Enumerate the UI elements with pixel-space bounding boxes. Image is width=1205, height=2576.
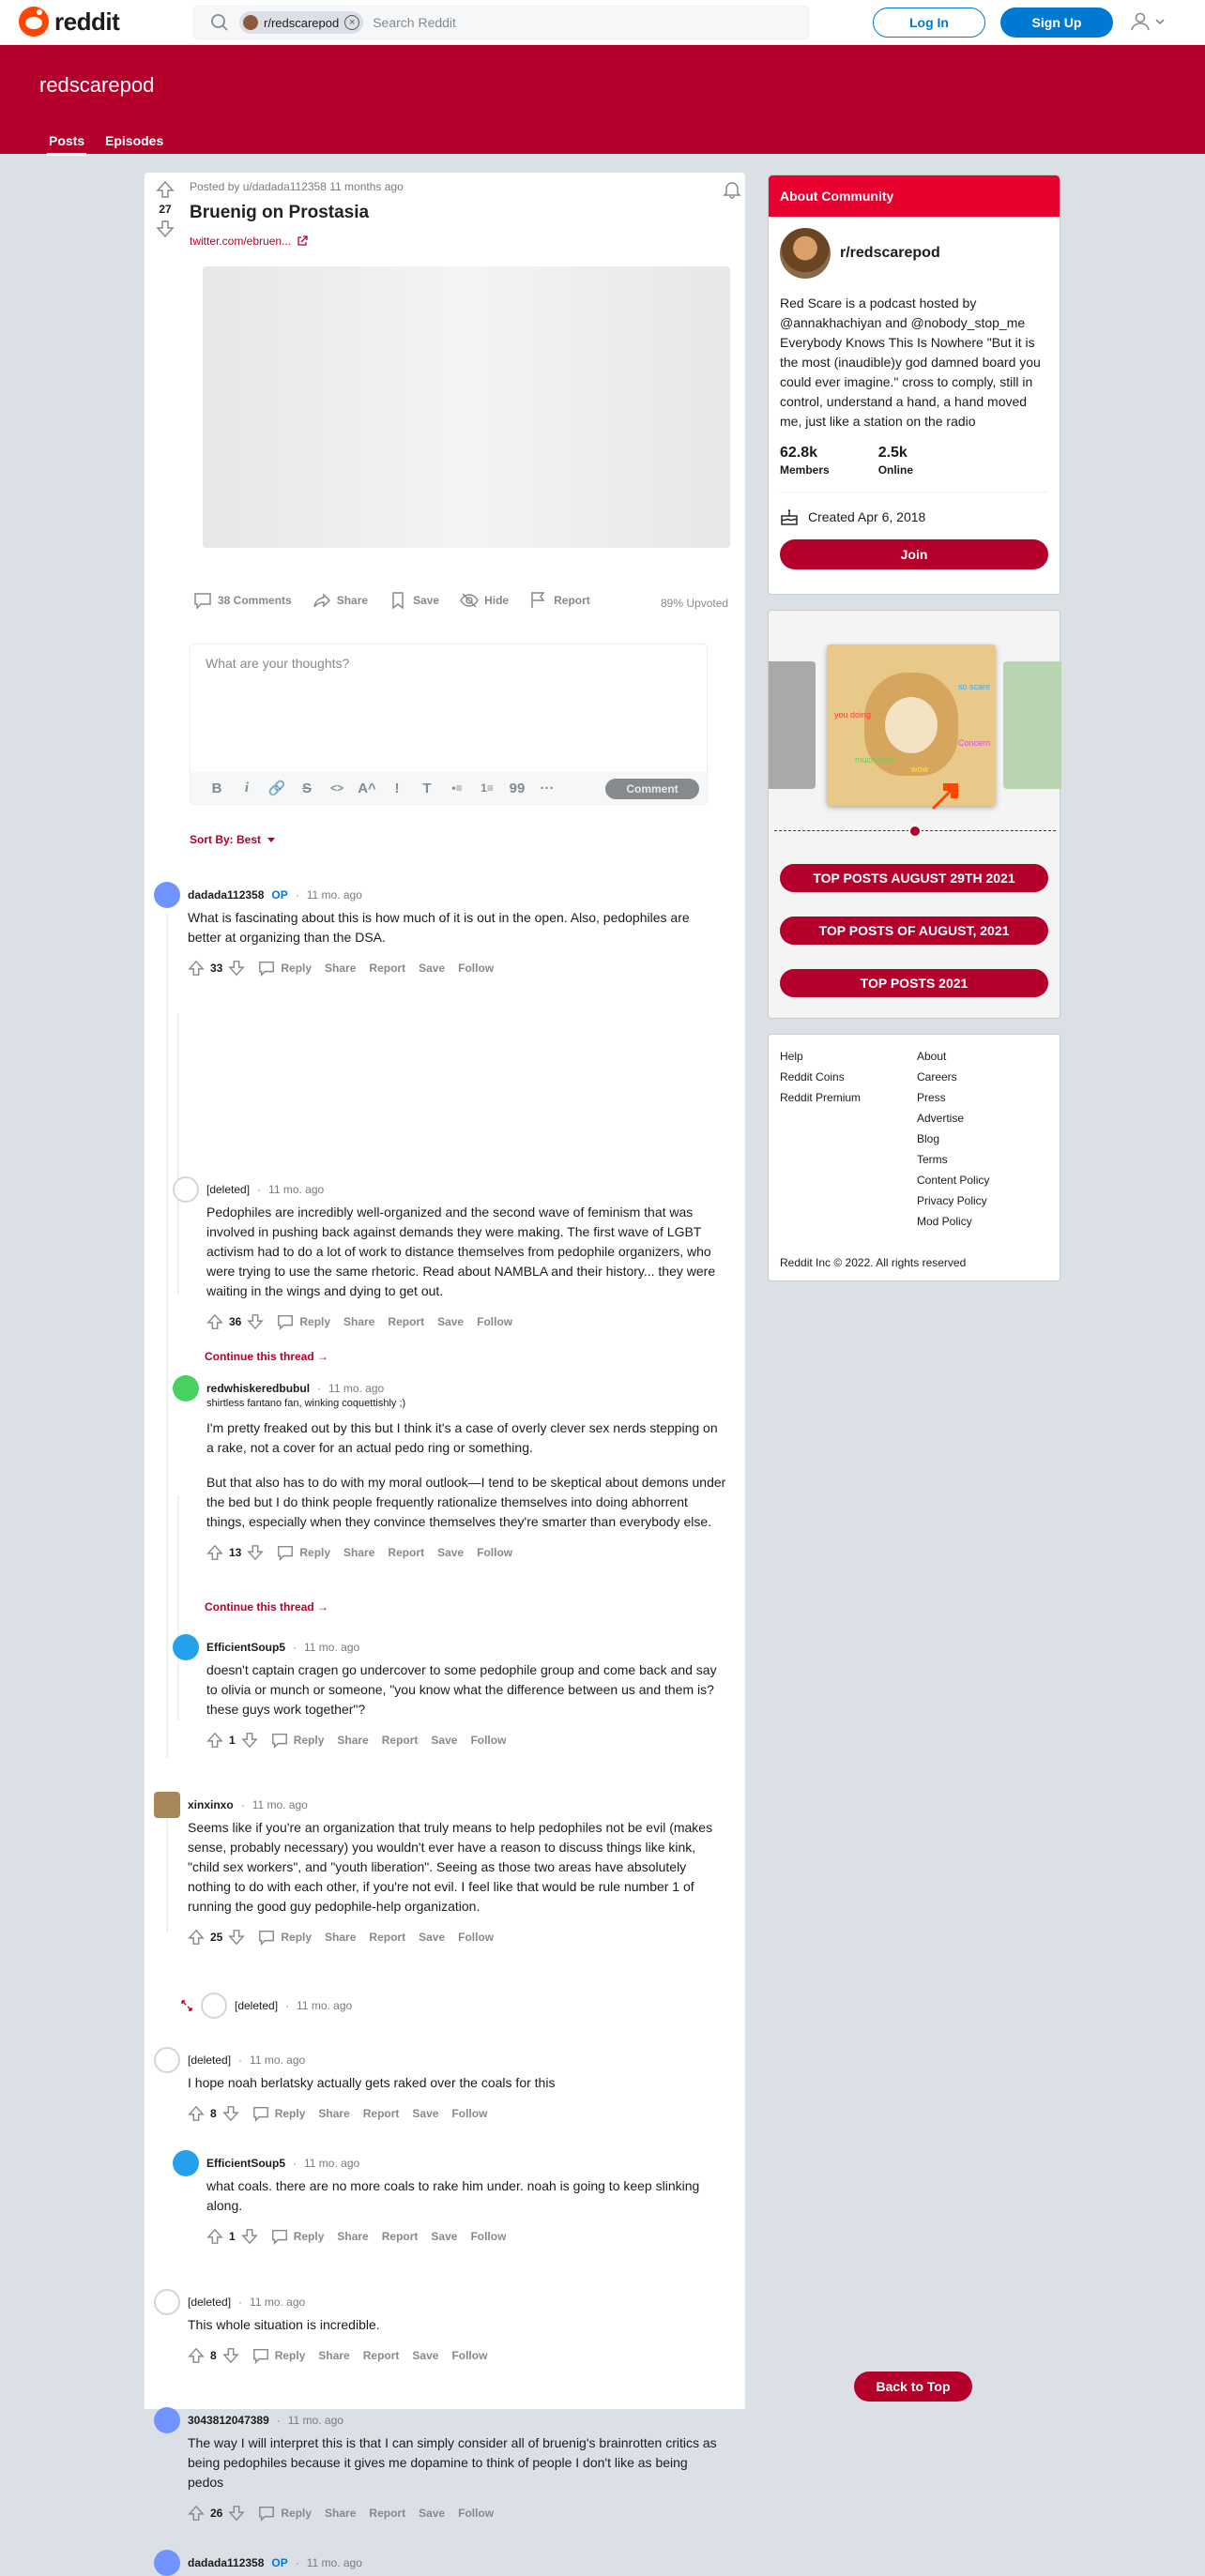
- follow-button[interactable]: Follow: [470, 1734, 507, 1747]
- carousel-image-doge[interactable]: [827, 644, 996, 806]
- members-stat: [780, 445, 830, 477]
- user-flair: shirtless fantano fan, winking coquettishly ;): [206, 1398, 406, 1409]
- follow-button[interactable]: Follow: [470, 2230, 507, 2243]
- share-button[interactable]: Share: [325, 962, 357, 975]
- comment-score: 1: [229, 2230, 236, 2243]
- italic-icon[interactable]: i: [244, 780, 250, 796]
- comment-text: The way I will interpret this is that I can simply consider all of bruenig's brainrotten critics as being pedophiles because it gives me dopamine to think of people I don't like as being pedos: [188, 2435, 717, 2490]
- footer-link-privacy-policy[interactable]: Privacy Policy: [917, 1194, 987, 1207]
- comment-author: [deleted]: [235, 1999, 279, 2012]
- comment-score: 33: [210, 962, 223, 975]
- report-button[interactable]: Report: [369, 1931, 406, 1944]
- downvote-icon[interactable]: [228, 960, 245, 977]
- comment-item: xinxinxo · 11 mo. ago Seems like if you're an organization that truly means to help pedophiles not be evil (makes sense, probably necessary) you wouldn't ever have a reason to discuss things like kink, "child sex workers", and "youth liberation". Seeing as those two areas have absolutely nothing to do with each other, if you're not evil. I feel like that would be rule number 1 of running the good guy pedophile-help organization. 25 Reply Share Report Save Follow: [154, 1792, 717, 1948]
- meme-text: you doing: [834, 710, 872, 720]
- upvote-icon[interactable]: [188, 960, 205, 977]
- comment-actions: [206, 2225, 726, 2248]
- comment-text: What is fascinating about this is how much of it is out in the open. Also, pedophiles are better at organizing than the DSA.: [188, 910, 690, 945]
- continue-thread-link[interactable]: Continue this thread →: [205, 1350, 329, 1363]
- logo-text: reddit: [54, 7, 120, 36]
- online-count: 2.5k: [877, 445, 908, 461]
- downvote-icon[interactable]: [247, 1544, 264, 1561]
- report-button[interactable]: Report: [388, 1546, 425, 1559]
- share-button[interactable]: Share: [318, 2107, 350, 2120]
- comment-item: redwhiskeredbubul · 11 mo. ago shirtless fantano fan, winking coquettishly ;) I'm pretty freaked out by this but I think it's a case of overly clever sex nerds stepping on a rake, not a cover for an actual pedo ring or something. But that also has to do with my moral outlook—I tend to be skeptical about demons under the bed but I do think people frequently rationalize themselves into doing abhorrent things, especially when they convince themselves they're smarter than everybody else. 13 Reply Share Report Save Follow: [173, 1375, 726, 1564]
- upvote-icon[interactable]: [206, 1544, 223, 1561]
- comment-author: [deleted]: [206, 1183, 251, 1196]
- community-description: Red Scare is a podcast hosted by @annakhachiyan and @nobody_stop_me Everybody Knows This Is Nowhere "But it is the most (inaudible)y god damned board you could ever imagine." cross to comply, still in control, understand a hand, a hand moved me, just like a station on the radio: [780, 295, 1041, 429]
- comment-body: [206, 1203, 726, 1301]
- community-avatar[interactable]: [780, 228, 831, 279]
- footer-links-col2: [917, 1046, 989, 1232]
- comment-actions: [188, 2344, 717, 2367]
- comment-time[interactable]: 11 mo. ago: [250, 2053, 306, 2067]
- save-button[interactable]: Save: [437, 1315, 465, 1328]
- comment-icon: [271, 1732, 288, 1749]
- about-heading: About Community: [769, 175, 1060, 217]
- cake-icon: [780, 508, 799, 526]
- avatar[interactable]: [154, 2047, 180, 2073]
- save-button[interactable]: Save: [412, 2107, 439, 2120]
- avatar[interactable]: [154, 882, 180, 908]
- comment-body: [206, 2176, 726, 2216]
- save-button[interactable]: Save: [437, 1546, 465, 1559]
- comment-icon: [277, 1313, 294, 1330]
- report-button[interactable]: [529, 591, 590, 610]
- meme-text: wow: [911, 765, 929, 774]
- comment-text: I'm pretty freaked out by this but I think it's a case of overly clever sex nerds stepping on a rake, not a cover for an actual pedo ring or something.: [206, 1420, 718, 1455]
- reply-button[interactable]: Reply: [252, 2105, 306, 2122]
- comment-item: 3043812047389 · 11 mo. ago The way I will interpret this is that I can simply consider all of bruenig's brainrotten critics as being pedophiles because it gives me dopamine to think of people I don't like as being pedos 26 Reply Share Report Save Follow: [154, 2407, 717, 2524]
- comment-author[interactable]: EfficientSoup5: [206, 1641, 286, 1654]
- comment-actions: [206, 1729, 726, 1751]
- upvote-icon[interactable]: [206, 2228, 223, 2245]
- share-button[interactable]: Share: [325, 1931, 357, 1944]
- avatar[interactable]: [173, 1375, 199, 1402]
- comment-author[interactable]: redwhiskeredbubul: [206, 1382, 311, 1395]
- downvote-icon[interactable]: [228, 1929, 245, 1946]
- bell-icon[interactable]: [723, 180, 741, 204]
- tab-episodes[interactable]: Episodes: [105, 133, 164, 148]
- share-button[interactable]: Share: [337, 2230, 369, 2243]
- comment-item: [deleted] · 11 mo. ago This whole situation is incredible. 8 Reply Share Report Save Follow: [154, 2289, 717, 2367]
- subreddit-filter-chip[interactable]: [239, 11, 363, 34]
- user-icon: [1130, 11, 1151, 32]
- chip-label: r/redscarepod: [264, 15, 340, 30]
- comment-score: 26: [210, 2507, 223, 2520]
- carousel-next-image[interactable]: [1003, 661, 1061, 789]
- footer-links-col1: [780, 1046, 861, 1108]
- comment-icon: [258, 1929, 275, 1946]
- comment-item-collapsed: [deleted] · 11 mo. ago: [180, 1993, 706, 2019]
- save-button[interactable]: Save: [431, 2230, 458, 2243]
- downvote-icon[interactable]: [241, 2228, 258, 2245]
- expand-icon[interactable]: [180, 1999, 193, 2012]
- comment-submit-button[interactable]: Comment: [605, 779, 699, 799]
- footer-link-blog[interactable]: Blog: [917, 1132, 940, 1145]
- downvote-icon[interactable]: [247, 1313, 264, 1330]
- downvote-icon[interactable]: [156, 220, 175, 238]
- top-posts-card: [768, 610, 1060, 1019]
- footer-link-mod-policy[interactable]: Mod Policy: [917, 1215, 972, 1228]
- footer-link-terms[interactable]: Terms: [917, 1153, 948, 1166]
- avatar[interactable]: [173, 1176, 199, 1203]
- comment-body: [206, 1418, 726, 1532]
- follow-button[interactable]: Follow: [458, 2507, 495, 2520]
- sort-label: Sort By: Best: [190, 833, 262, 846]
- editor-toolbar: [191, 772, 707, 804]
- community-name[interactable]: r/redscarepod: [840, 245, 940, 261]
- avatar[interactable]: [154, 2289, 180, 2315]
- comment-text: Seems like if you're an organization that truly means to help pedophiles not be evil (makes sense, probably necessary) you wouldn't ever have a reason to discuss things like kink, "child sex workers", and "youth liberation". Seeing as those two areas have absolutely nothing to do with each other, if you're not evil. I feel like that would be rule number 1 of running the good guy pedophile-help organization.: [188, 1820, 713, 1914]
- follow-button[interactable]: Follow: [451, 2349, 488, 2362]
- follow-button[interactable]: Follow: [477, 1546, 513, 1559]
- meme-text: so scare: [958, 682, 991, 691]
- downvote-icon[interactable]: [222, 2105, 239, 2122]
- comment-actions: [188, 2502, 717, 2524]
- report-label: Report: [554, 594, 590, 607]
- upvote-icon[interactable]: [188, 2505, 205, 2522]
- comment-body: [188, 2433, 717, 2493]
- comment-item: [deleted] · 11 mo. ago Pedophiles are incredibly well-organized and the second wave of feminism that was involved in pushing back against demands they were making. The first wave of LGBT activism had to do a lot of work to distance themselves from pedophile organizers, who were trying to use the same rhetoric. Read about NAMBLA and their history... they were waiting in the wings and dying to get out. 36 Reply Share Report Save Follow: [173, 1176, 726, 1333]
- post-link[interactable]: [190, 235, 308, 248]
- comment-time[interactable]: 11 mo. ago: [268, 1183, 325, 1196]
- comment-editor[interactable]: [190, 644, 708, 805]
- quote-icon[interactable]: 99: [509, 780, 526, 796]
- comment-icon: [258, 960, 275, 977]
- share-button[interactable]: Share: [343, 1315, 375, 1328]
- footer-link-advertise[interactable]: Advertise: [917, 1112, 965, 1125]
- save-button[interactable]: Save: [431, 1734, 458, 1747]
- comment-icon: [252, 2105, 269, 2122]
- comment-actions: [188, 957, 717, 979]
- subreddit-avatar: [243, 15, 258, 30]
- comment-time[interactable]: 11 mo. ago: [304, 1641, 360, 1654]
- follow-button[interactable]: Follow: [451, 2107, 488, 2120]
- comment-text: I hope noah berlatsky actually gets raked over the coals for this: [188, 2075, 556, 2090]
- comment-body: [188, 1818, 717, 1917]
- reddit-snoo-icon: [19, 7, 49, 37]
- numbered-list-icon[interactable]: 1≡: [480, 781, 494, 795]
- reply-button[interactable]: Reply: [277, 1313, 330, 1330]
- comment-text: doesn't captain cragen go undercover to some pedophile group and come back and say to olivia or munch or someone, "you know what the difference between us and them is? these guys work together"?: [206, 1662, 717, 1717]
- comment-actions: [206, 1311, 726, 1333]
- comment-author[interactable]: 3043812047389: [188, 2414, 269, 2427]
- about-community-card: [768, 174, 1060, 595]
- report-button[interactable]: Report: [381, 2230, 419, 2243]
- save-button[interactable]: Save: [412, 2349, 439, 2362]
- comment-score: 25: [210, 1931, 223, 1944]
- save-button[interactable]: Save: [419, 962, 446, 975]
- op-badge: OP: [271, 2556, 288, 2569]
- footer-card: [768, 1034, 1060, 1281]
- close-icon[interactable]: ×: [344, 15, 359, 30]
- comment-icon: [277, 1544, 294, 1561]
- comment-item: dadada112358 OP · 11 mo. ago What is fascinating about this is how much of it is out in the open. Also, pedophiles are better at organizing than the DSA. 33 Reply Share Report Save Follow: [154, 882, 717, 979]
- hide-button[interactable]: [460, 591, 509, 610]
- post-meta: Posted by u/dadada112358 11 months ago: [190, 180, 404, 193]
- reply-button[interactable]: Reply: [258, 1929, 312, 1946]
- follow-button[interactable]: Follow: [477, 1315, 513, 1328]
- reply-button[interactable]: Reply: [271, 2228, 325, 2245]
- save-label: Save: [413, 594, 440, 607]
- avatar[interactable]: [154, 2550, 180, 2576]
- sort-dropdown[interactable]: [190, 833, 276, 846]
- code-icon[interactable]: <>: [329, 781, 343, 795]
- avatar[interactable]: [173, 2150, 199, 2176]
- save-button[interactable]: Save: [419, 2507, 446, 2520]
- comment-score: 8: [210, 2349, 217, 2362]
- footer-link-content-policy[interactable]: Content Policy: [917, 1174, 990, 1187]
- upvote-icon[interactable]: [188, 2105, 205, 2122]
- comments-label: 38 Comments: [218, 594, 292, 607]
- comment-author[interactable]: dadada112358: [188, 2556, 265, 2569]
- join-button[interactable]: Join: [780, 539, 1048, 569]
- tab-posts[interactable]: Posts: [49, 133, 85, 148]
- reply-button[interactable]: Reply: [258, 2505, 312, 2522]
- post-panel: [145, 173, 745, 2569]
- comment-icon: [252, 2347, 269, 2364]
- meme-text: much wow: [855, 755, 895, 765]
- footer-link-careers[interactable]: Careers: [917, 1070, 957, 1083]
- comment-time[interactable]: 11 mo. ago: [304, 2157, 360, 2170]
- upvote-icon[interactable]: [156, 180, 175, 199]
- top-posts-year-button[interactable]: TOP POSTS 2021: [780, 969, 1048, 997]
- upvote-icon[interactable]: [188, 2347, 205, 2364]
- subreddit-title: redscarepod: [39, 73, 155, 97]
- comment-score: 8: [210, 2107, 217, 2120]
- downvote-icon[interactable]: [222, 2347, 239, 2364]
- heading-icon[interactable]: T: [422, 780, 432, 796]
- comment-time[interactable]: 11 mo. ago: [287, 2414, 343, 2427]
- chevron-down-icon: [1154, 16, 1166, 27]
- share-button[interactable]: Share: [337, 1734, 369, 1747]
- comment-author[interactable]: dadada112358: [188, 888, 265, 902]
- comment-author[interactable]: EfficientSoup5: [206, 2157, 286, 2170]
- created-date: Created Apr 6, 2018: [780, 508, 1048, 526]
- avatar[interactable]: [154, 2407, 180, 2433]
- avatar[interactable]: [201, 1993, 227, 2019]
- spoiler-icon[interactable]: !: [394, 780, 400, 796]
- comment-time[interactable]: 11 mo. ago: [297, 1999, 353, 2012]
- share-button[interactable]: Share: [343, 1546, 375, 1559]
- external-link-icon: [297, 235, 308, 247]
- comment-score: 36: [229, 1315, 242, 1328]
- thread-line[interactable]: [166, 914, 168, 1758]
- comment-text: This whole situation is incredible.: [188, 2317, 380, 2332]
- comment-body: [188, 908, 717, 947]
- search-input[interactable]: Search Reddit: [373, 15, 456, 30]
- comment-time[interactable]: 11 mo. ago: [250, 2296, 306, 2309]
- comment-item: dadada112358 OP · 11 mo. ago: [154, 2550, 717, 2576]
- online-label: Online: [877, 463, 914, 477]
- comment-author[interactable]: xinxinxo: [188, 1798, 234, 1811]
- comment-actions: [206, 1541, 726, 1564]
- upvote-ratio: 89% Upvoted: [661, 597, 729, 610]
- members-count: 62.8k: [780, 445, 818, 461]
- strikethrough-icon[interactable]: S: [301, 780, 312, 796]
- reddit-logo[interactable]: [19, 7, 119, 37]
- post-votes: [150, 180, 180, 238]
- footer-link-about[interactable]: About: [917, 1050, 947, 1063]
- post-link-text: twitter.com/ebruen...: [190, 235, 292, 248]
- report-button[interactable]: Report: [388, 1315, 425, 1328]
- upvote-icon[interactable]: [188, 1929, 205, 1946]
- comment-score: 13: [229, 1546, 242, 1559]
- signup-button[interactable]: Sign Up: [1000, 8, 1113, 38]
- footer-link-coins[interactable]: Reddit Coins: [780, 1070, 845, 1083]
- comment-icon: [258, 2505, 275, 2522]
- continue-thread-link[interactable]: Continue this thread →: [205, 1600, 329, 1614]
- share-button[interactable]: Share: [325, 2507, 357, 2520]
- post-actions: [193, 591, 590, 610]
- top-posts-month-button[interactable]: TOP POSTS OF AUGUST, 2021: [780, 917, 1048, 945]
- login-button[interactable]: Log In: [873, 8, 985, 38]
- comment-text: Pedophiles are incredibly well-organized and the second wave of feminism that was involved in pushing back against demands they were making. The first wave of LGBT activism had to do a lot of work to distance themselves from pedophile organizers, who were trying to use the same rhetoric. Read about NAMBLA and their history... they were waiting in the wings and dying to get out.: [206, 1205, 716, 1298]
- downvote-icon[interactable]: [241, 1732, 258, 1749]
- post-score: 27: [159, 203, 172, 216]
- comment-author: [deleted]: [188, 2053, 232, 2067]
- more-icon[interactable]: ···: [540, 780, 555, 796]
- subreddit-banner: [0, 45, 1205, 154]
- comment-time[interactable]: 11 mo. ago: [328, 1382, 385, 1395]
- report-button[interactable]: Report: [362, 2107, 400, 2120]
- footer-link-help[interactable]: Help: [780, 1050, 803, 1063]
- bold-icon[interactable]: B: [211, 780, 222, 796]
- follow-button[interactable]: Follow: [458, 1931, 495, 1944]
- comment-time[interactable]: 11 mo. ago: [306, 2556, 362, 2569]
- comment-actions: [188, 1926, 717, 1948]
- bookmark-icon: [389, 591, 407, 610]
- reply-button[interactable]: Reply: [277, 1544, 330, 1561]
- report-button[interactable]: Report: [362, 2349, 400, 2362]
- footer-link-premium[interactable]: Reddit Premium: [780, 1091, 862, 1104]
- top-bar: [0, 0, 1205, 45]
- save-button[interactable]: Save: [419, 1931, 446, 1944]
- share-button[interactable]: Share: [318, 2349, 350, 2362]
- comment-item: EfficientSoup5 · 11 mo. ago doesn't captain cragen go undercover to some pedophile group and come back and say to olivia or munch or someone, "you know what the difference between us and them is? these guys work together"? 1 Reply Share Report Save Follow: [173, 1634, 726, 1751]
- copyright: Reddit Inc © 2022. All rights reserved: [780, 1256, 967, 1269]
- comment-text: But that also has to do with my moral outlook—I tend to be skeptical about demons under the bed but I do think people frequently rationalize themselves into doing abhorrent things, especially when they convince themselves they're smarter than everybody else.: [206, 1475, 726, 1529]
- search-icon: [204, 13, 236, 32]
- comment-icon: [271, 2228, 288, 2245]
- follow-button[interactable]: Follow: [458, 962, 495, 975]
- share-button[interactable]: [313, 591, 368, 610]
- comment-input[interactable]: What are your thoughts?: [206, 656, 350, 671]
- comment-body: [188, 2315, 717, 2335]
- post-title[interactable]: Bruenig on Prostasia: [190, 203, 370, 222]
- comment-body: [188, 2073, 717, 2093]
- comment-time[interactable]: 11 mo. ago: [252, 1798, 308, 1811]
- arrow-icon: [928, 780, 962, 813]
- meme-text: Concern: [958, 738, 991, 748]
- comment-icon: [193, 591, 212, 610]
- comment-item: EfficientSoup5 · 11 mo. ago what coals. there are no more coals to rake him under. noah is going to keep slinking along. 1 Reply Share Report Save Follow: [173, 2150, 726, 2248]
- save-button[interactable]: [389, 591, 439, 610]
- carousel-prev-image[interactable]: [769, 661, 816, 789]
- comment-author: [deleted]: [188, 2296, 232, 2309]
- comment-actions: [188, 2102, 717, 2125]
- avatar[interactable]: [173, 1634, 199, 1660]
- bulleted-list-icon[interactable]: •≡: [451, 781, 463, 795]
- post-media-placeholder[interactable]: [203, 266, 730, 548]
- link-icon[interactable]: 🔗: [267, 780, 286, 796]
- share-label: Share: [336, 594, 369, 607]
- reply-button[interactable]: Reply: [271, 1732, 325, 1749]
- report-button[interactable]: Report: [369, 962, 406, 975]
- members-label: Members: [780, 463, 830, 477]
- report-button[interactable]: Report: [381, 1734, 419, 1747]
- superscript-icon[interactable]: A^: [358, 780, 376, 796]
- footer-link-press[interactable]: Press: [917, 1091, 946, 1104]
- share-icon: [313, 591, 331, 610]
- eye-slash-icon: [460, 591, 479, 610]
- carousel-dot[interactable]: [908, 825, 922, 838]
- user-menu-button[interactable]: [1130, 11, 1166, 32]
- upvote-icon[interactable]: [206, 1313, 223, 1330]
- comment-body: [206, 1660, 726, 1720]
- comment-score: 1: [229, 1734, 236, 1747]
- online-stat: [878, 445, 913, 477]
- top-posts-day-button[interactable]: TOP POSTS AUGUST 29TH 2021: [780, 864, 1048, 892]
- search-bar[interactable]: [193, 6, 809, 39]
- reply-button[interactable]: Reply: [252, 2347, 306, 2364]
- avatar[interactable]: [154, 1792, 180, 1818]
- comment-time[interactable]: 11 mo. ago: [306, 888, 362, 902]
- report-button[interactable]: Report: [369, 2507, 406, 2520]
- comment-text: what coals. there are no more coals to rake him under. noah is going to keep slinking along.: [206, 2178, 700, 2213]
- hide-label: Hide: [484, 594, 510, 607]
- caret-down-icon: [267, 835, 276, 844]
- downvote-icon[interactable]: [228, 2505, 245, 2522]
- comment-item: [deleted] · 11 mo. ago I hope noah berlatsky actually gets raked over the coals for this 8 Reply Share Report Save Follow: [154, 2047, 717, 2125]
- flag-icon: [529, 591, 548, 610]
- back-to-top-button[interactable]: Back to Top: [854, 2371, 972, 2402]
- op-badge: OP: [271, 888, 288, 902]
- reply-button[interactable]: Reply: [258, 960, 312, 977]
- upvote-icon[interactable]: [206, 1732, 223, 1749]
- comments-button[interactable]: [193, 591, 292, 610]
